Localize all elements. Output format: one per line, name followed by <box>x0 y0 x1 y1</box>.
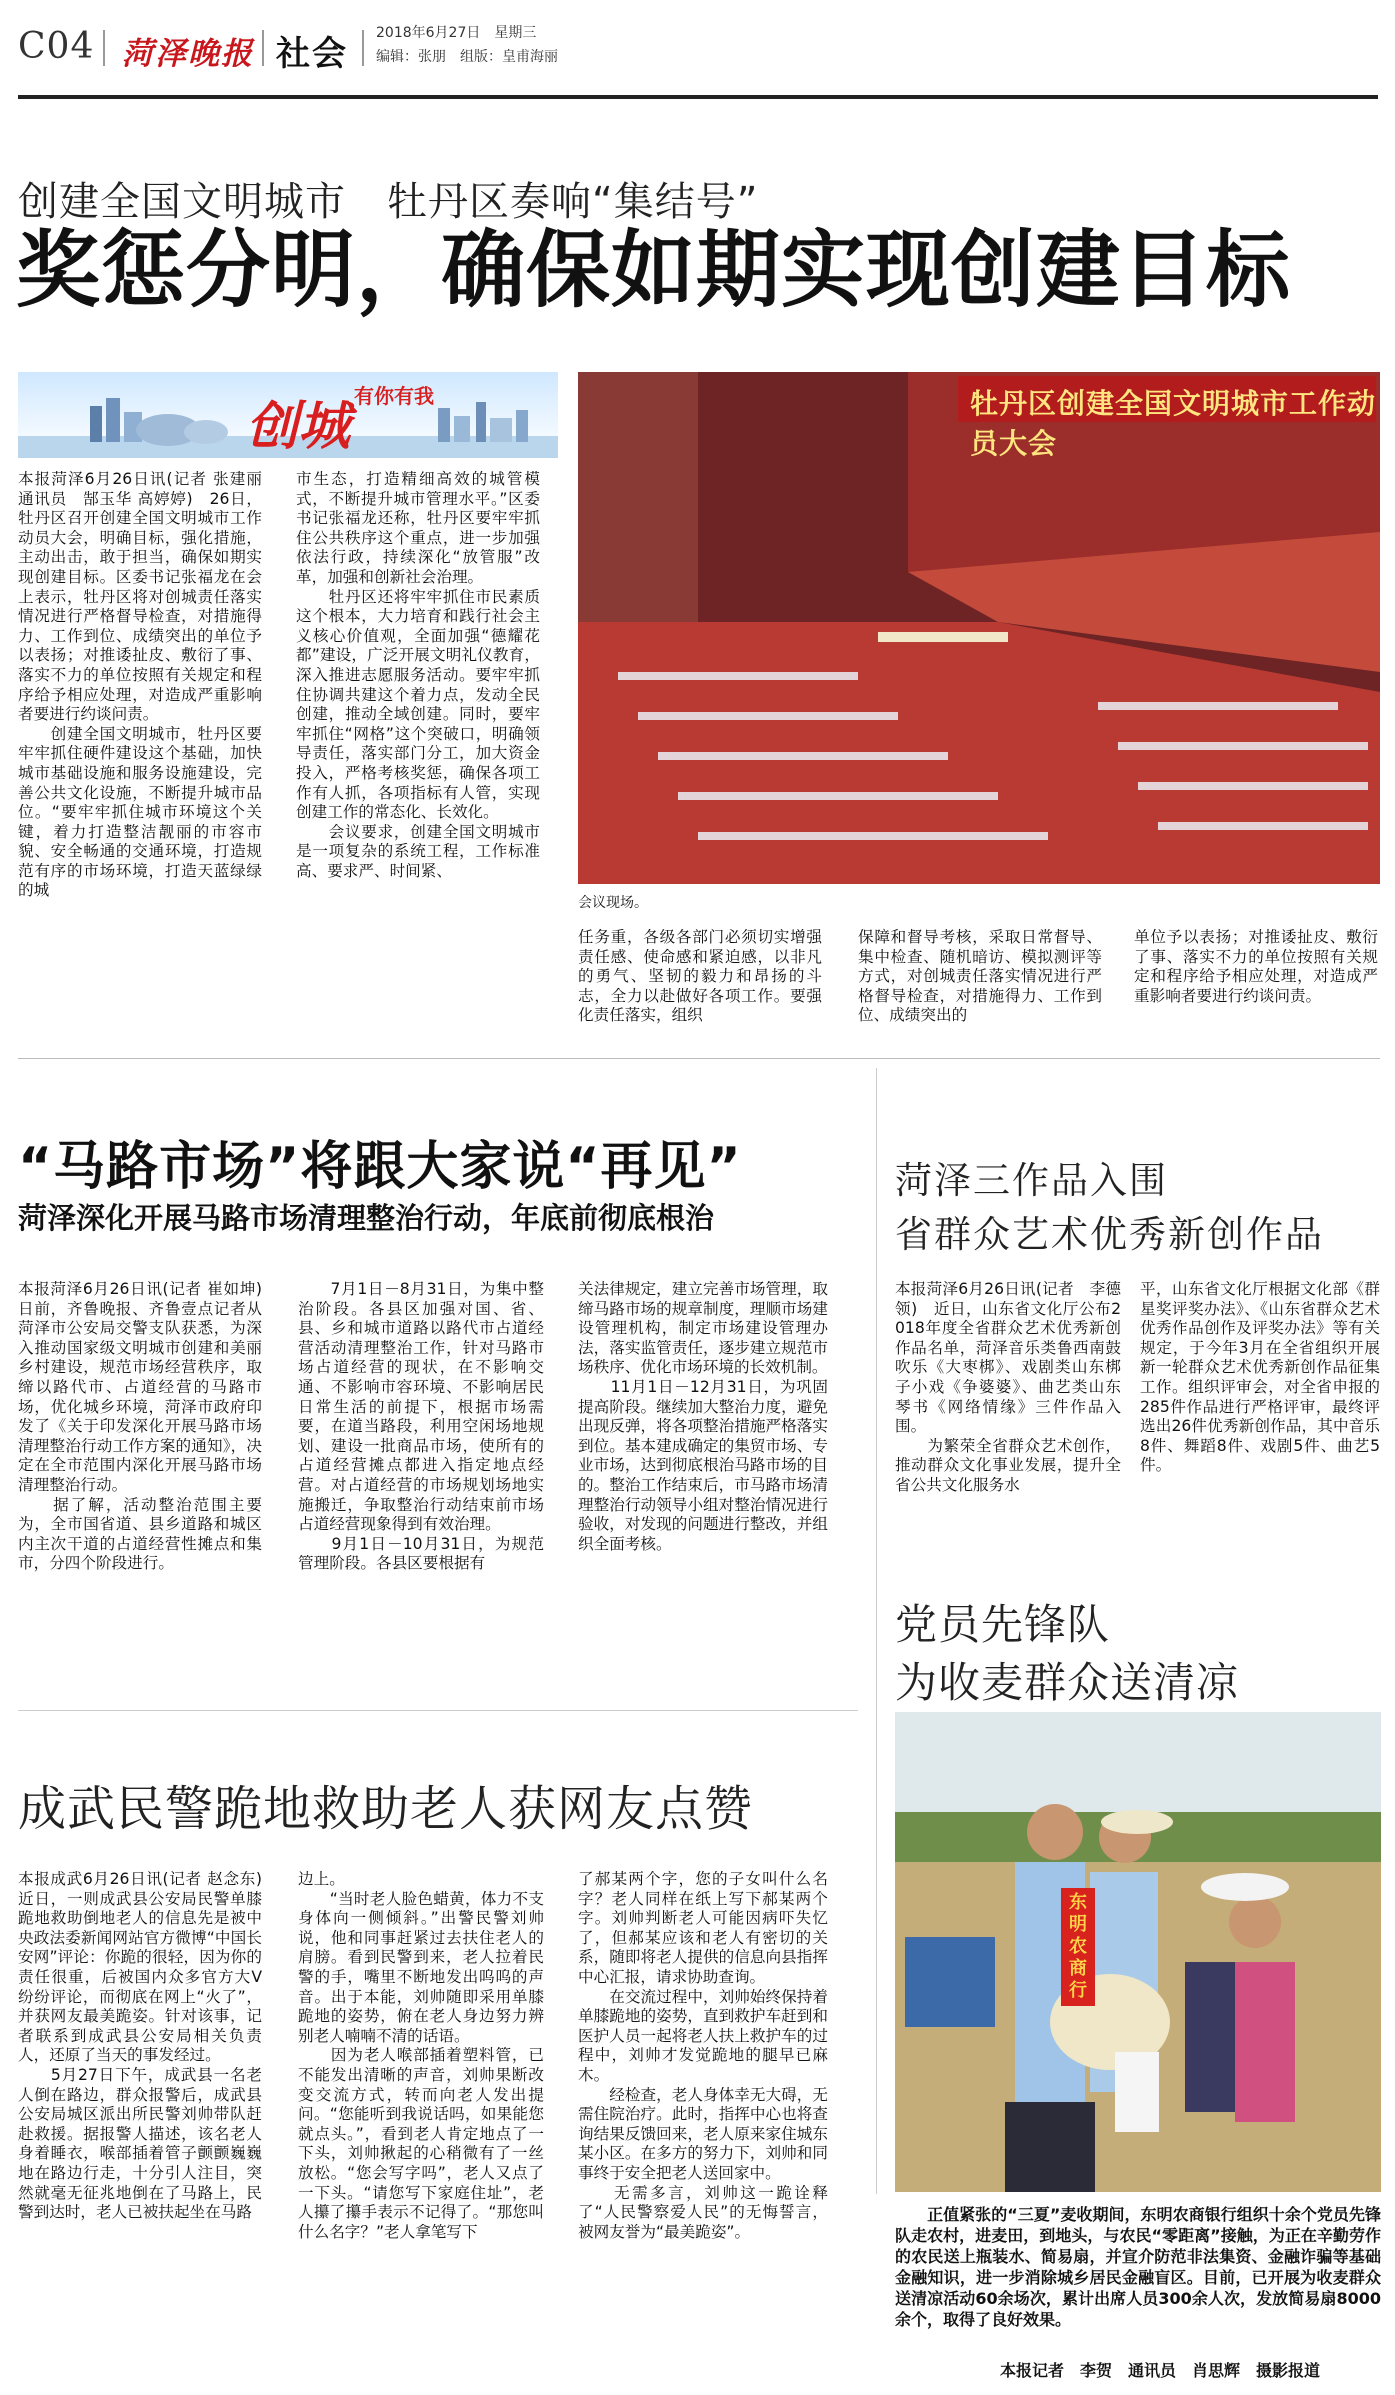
lead-column-1: 本报菏泽6月26日讯(记者 张建丽 通讯员 郜玉华 高婷婷) 26日，牡丹区召开创建全国文明城市工作动员大会，明确目标，强化措施，主动出击，敢于担当，确保如期实现创建目标。区委书记张福龙在会上表示，牡丹区将对创城责任落实情况进行严格督导检查，对措施得力、工作到位、成绩突出的单位予以表扬；对推诿扯皮、敷衍了事、落实不力的单位按照有关规定和程序给予相应处理，对造成严重影响者要进行约谈问责。 创建全国文明城市，牡丹区要牢牢抓住硬件建设这个基础，加快城市基础设施和服务设施建设，完善公共文化设施，不断提升城市品位。“要牢牢抓住城市环境这个关键，着力打造整洁靓丽的市容市貌、安全畅通的交通环境，打造规范有序的市场环境，打造天蓝绿绿的城 <box>18 470 262 900</box>
header-rule <box>18 95 1378 99</box>
newspaper-brand: 菏泽晚报 <box>122 36 254 72</box>
lead-column-3: 任务重，各级各部门必须切实增强责任感、使命感和紧迫感，以非凡的勇气、坚韧的毅力和昂扬的斗志，全力以赴做好各项工作。要强化责任落实，组织 <box>578 928 822 1025</box>
field-illustration <box>895 1712 1381 2192</box>
meeting-photo <box>578 372 1380 884</box>
art-column-2: 平，山东省文化厅根据文化部《群星奖评奖办法》、《山东省群众艺术优秀作品创作及评奖办法》等有关规定，于今年3月在全省组织开展新一轮群众艺术优秀新创作品征集工作。组织评审会，对全省申报的285件作品进行严格评审，最终评选出26件优秀新创作品，其中音乐8件、舞蹈8件、戏剧5件、曲艺5件。 <box>1140 1280 1380 1475</box>
lead-headline: 奖惩分明，确保如期实现创建目标 <box>16 221 1292 319</box>
party-caption: 正值紧张的“三夏”麦收期间，东明农商银行组织十余个党员先锋队走农村，进麦田，到地头，与农民“零距离”接触，为正在辛勤劳作的农民送上瓶装水、简易扇，并宣介防范非法集资、金融诈骗等基础金融知识，进一步消除城乡居民金融盲区。目前，已开展为收麦群众送清凉活动60余场次，累计出席人员300余人次，发放简易扇8000余个，取得了良好效果。 <box>895 2205 1381 2329</box>
police-column-2: 边上。 “当时老人脸色蜡黄，体力不支身体向一侧倾斜。”出警民警刘帅说，他和同事赶紧过去扶住老人的肩膀。看到民警到来，老人拉着民警的手，嘴里不断地发出呜呜的声音。出于本能，刘帅随即采用单膝跪地的姿势，俯在老人身边努力辨别老人喃喃不清的话语。 因为老人喉部插着塑料管，已不能发出清晰的声音，刘帅果断改变交流方式，转而向老人发出提问。“您能听到我说话吗，如果能您就点头。”，看到老人肯定地点了一下头，刘帅揪起的心稍微有了一丝放松。“您会写字吗”，老人又点了一下头。“请您写下家庭住址”，老人攥了攥手表示不记得了。“那您叫什么名字？”老人拿笔写下 <box>298 1870 544 2241</box>
banner-title: 创城 <box>246 396 351 457</box>
banner-subtitle: 有你有我 <box>354 384 434 408</box>
page-number: C04 <box>18 26 95 67</box>
art-headline-line1: 菏泽三作品入围 <box>895 1159 1168 1202</box>
lead-kicker: 创建全国文明城市 牡丹区奏响“集结号” <box>18 179 759 225</box>
art-headline-line2: 省群众艺术优秀新创作品 <box>895 1213 1324 1256</box>
party-credit: 本报记者 李贺 通讯员 肖思辉 摄影报道 <box>1000 2361 1321 2380</box>
market-column-1: 本报菏泽6月26日讯(记者 崔如坤) 日前，齐鲁晚报、齐鲁壹点记者从菏泽市公安局交警支队获悉，为深入推动国家级文明城市创建和美丽乡村建设，规范市场经营秩序，取缔以路代市、占道经营的马路市场，优化城乡环境，菏泽市政府印发了《关于印发深化开展马路市场清理整治行动工作方案的通知》，决定在全市范围内深化开展马路市场清理整治行动。 据了解，活动整治范围主要为，全市国省道、县乡道路和城区内主次干道的占道经营性摊点和集市，分四个阶段进行。 <box>18 1280 262 1573</box>
market-column-3: 关法律规定，建立完善市场管理，取缔马路市场的规章制度，理顺市场建设管理机构，制定市场建设管理办法，落实监管责任，逐步建立规范市场秩序、优化市场环境的长效机制。 11月1日－12月31日，为巩固提高阶段。继续加大整治力度，避免出现反弹，将各项整治措施严格落实到位。基本建成确定的集贸市场、专业市场，达到彻底根治马路市场的目的。整治工作结束后，市马路市场清理整治行动领导小组对整治情况进行验收，对发现的问题进行整改，并组织全面考核。 <box>578 1280 828 1553</box>
lead-column-5: 单位予以表扬；对推诿扯皮、敷衍了事、落实不力的单位按照有关规定和程序给予相应处理，对造成严重影响者要进行约谈问责。 <box>1134 928 1378 1005</box>
police-headline: 成武民警跪地救助老人获网友点赞 <box>18 1781 754 1837</box>
lead-column-4: 保障和督导考核，采取日常督导、集中检查、随机暗访、模拟测评等方式，对创城责任落实情况进行严格督导检查，对措施得力、工作到位、成绩突出的 <box>858 928 1102 1025</box>
creation-banner <box>18 372 558 458</box>
section-divider <box>18 1058 1380 1059</box>
market-headline: “马路市场”将跟大家说“再见” <box>18 1137 742 1197</box>
police-column-3: 了郝某两个字，您的子女叫什么名字？老人同样在纸上写下郝某两个字。刘帅判断老人可能因病吓失忆了，但郝某应该和老人有密切的关系，随即将老人提供的信息向县指挥中心汇报，请求协助查询。 在交流过程中，刘帅始终保持着单膝跪地的姿势，直到救护车赶到和医护人员一起将老人扶上救护车的过程中，刘帅才发觉跪地的腿早已麻木。 经检查，老人身体幸无大碍，无需住院治疗。此时，指挥中心也将查询结果反馈回来，老人原来家住城东某小区。在多方的努力下，刘帅和同事终于安全把老人送回家中。 无需多言，刘帅这一跪诠释了“人民警察爱人民”的无悔誓言，被网友誉为“最美跪姿”。 <box>578 1870 828 2241</box>
column-rule <box>876 1068 877 2194</box>
header-divider <box>362 30 364 66</box>
photo-caption: 会议现场。 <box>578 895 648 911</box>
party-headline-line1: 党员先锋队 <box>895 1600 1111 1649</box>
section-name: 社会 <box>276 34 348 74</box>
sash-text: 东明农商行 <box>1061 1888 1095 2006</box>
wheat-field-photo <box>895 1712 1381 2192</box>
header-divider <box>262 30 264 66</box>
section-divider <box>18 1710 858 1711</box>
art-column-1: 本报菏泽6月26日讯(记者 李德领) 近日，山东省文化厅公布2018年度全省群众艺术优秀新创作品名单，菏泽音乐类鲁西南鼓吹乐《大枣梆》、戏剧类山东梆子小戏《争婆婆》、曲艺类山东琴书《网络情缘》三件作品入围。 为繁荣全省群众艺术创作，推动群众文化事业发展，提升全省公共文化服务水 <box>895 1280 1121 1494</box>
police-column-1: 本报成武6月26日讯(记者 赵念东) 近日，一则成武县公安局民警单膝跪地救助倒地老人的信息先是被中央政法委新闻网站官方微博“中国长安网”评论：你跪的很轻，因为你的责任很重，后被国内众多官方大V纷纷评论，而彻底在网上“火了”，并获网友最美跪姿。针对该事，记者联系到成武县公安局相关负责人，还原了当天的事发经过。 5月27日下午，成武县一名老人倒在路边，群众报警后，成武县公安局城区派出所民警刘帅带队赶赴救援。据报警人描述，该名老人身着睡衣，喉部插着管子颤颤巍巍地在路边行走，十分引人注目，突然就毫无征兆地倒在了马路上，民警到达时，老人已被扶起坐在马路 <box>18 1870 262 2222</box>
party-headline-line2: 为收麦群众送清凉 <box>895 1658 1240 1707</box>
editor-credit: 编辑：张朋 组版：皇甫海丽 <box>376 49 558 65</box>
photo-banner-text: 牡丹区创建全国文明城市工作动员大会 <box>970 387 1377 460</box>
market-subheadline: 菏泽深化开展马路市场清理整治行动，年底前彻底根治 <box>18 1201 715 1235</box>
header-divider <box>103 30 105 66</box>
lead-column-2: 市生态，打造精细高效的城管模式，不断提升城市管理水平。”区委书记张福龙还称，牡丹区要牢牢抓住公共秩序这个重点，进一步加强依法行政，持续深化“放管服”改革，加强和创新社会治理。 牡丹区还将牢牢抓住市民素质这个根本，大力培育和践行社会主义核心价值观，全面加强“德耀花都”建设，广泛开展文明礼仪教育，深入推进志愿服务活动。要牢牢抓住协调共建这个着力点，发动全民创建，推动全域创建。同时，要牢牢抓住“网格”这个突破口，明确领导责任，落实部门分工，加大资金投入，严格考核奖惩，确保各项工作有人抓，各项指标有人管，实现创建工作的常态化、长效化。 会议要求，创建全国文明城市是一项复杂的系统工程，工作标准高、要求严、时间紧、 <box>296 470 540 880</box>
issue-date: 2018年6月27日 星期三 <box>376 25 537 41</box>
market-column-2: 7月1日－8月31日，为集中整治阶段。各县区加强对国、省、县、乡和城市道路以路代市占道经营活动清理整治工作，针对马路市场占道经营的现状，在不影响交通、不影响市容环境、不影响居民日常生活的前提下，根据市场需要，在道当路段，利用空闲场地规划、建设一批商品市场，使所有的占道经营摊点都进入指定地点经营。对占道经营的市场规划场地实施搬迁，争取整治行动结束前市场占道经营现象得到有效治理。 9月1日－10月31日，为规范管理阶段。各县区要根据有 <box>298 1280 544 1573</box>
